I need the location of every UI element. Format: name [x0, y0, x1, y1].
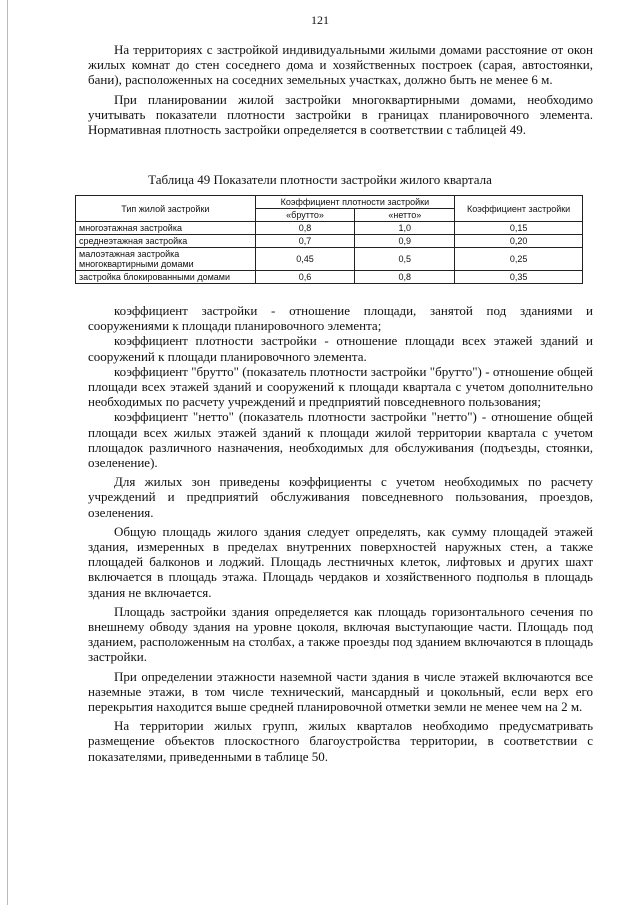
cell-netto: 0,9 [355, 235, 455, 248]
table-row [76, 235, 583, 248]
cell-brutto: 0,8 [255, 222, 355, 235]
table-row [76, 222, 583, 235]
cell-type: малоэтажная застройка многоквартирными домами [76, 248, 256, 271]
cell-type: многоэтажная застройка [76, 222, 256, 235]
paragraph: На территориях с застройкой индивидуальными жилыми домами расстояние от окон жилых комнат до стен соседнего дома и хозяйственных построек (сарая, автостоянки, бани), расположенных на соседних земельных участках, должно быть не менее 6 м. [88, 42, 593, 88]
header-type: Тип жилой застройки [76, 196, 256, 222]
paragraph: Общую площадь жилого здания следует определять, как сумму площадей этажей здания, измеренных в пределах внутренних поверхностей наружных стен, а также площадей балконов и лоджий. Площадь лестничных клеток, лифтовых и других шахт включается в площадь этажа. Площадь чердаков и хозяйственного подполья в площадь здания не включается. [88, 523, 593, 600]
paragraph: Площадь застройки здания определяется как площадь горизонтального сечения по внешнему обводу здания на уровне цоколя, включая выступающие части. Площадь под зданием, расположенным на столбах, а также проезды под зданием включаются в площадь застройки. [88, 603, 593, 665]
page-number: 121 [311, 13, 329, 27]
paragraph: При определении этажности наземной части здания в числе этажей включаются все наземные этажи, в том числе технический, мансардный и цокольный, если верх его перекрытия находится выше средней планировочной отметки земли не менее чем на 2 м. [88, 668, 593, 715]
table-row [76, 248, 583, 271]
intro-text [88, 42, 593, 137]
paragraph: коэффициент застройки - отношение площади, занятой под зданиями и сооружениями к площади планировочного элемента; [88, 303, 593, 334]
cell-coverage: 0,25 [455, 248, 583, 271]
cell-netto: 1,0 [355, 222, 455, 235]
cell-coverage: 0,20 [455, 235, 583, 248]
header-netto: «нетто» [355, 209, 455, 222]
cell-netto: 0,5 [355, 248, 455, 271]
paragraph: коэффициент "нетто" (показатель плотности застройки "нетто") - отношение общей площади всех жилых этажей зданий к площади жилой территории квартала с учетом площадок различного назначения, необходимых для обслуживания (подъезды, стоянки, озеленение). [88, 409, 593, 471]
table-row [76, 271, 583, 284]
cell-type: застройка блокированными домами [76, 271, 256, 284]
body-text [88, 303, 593, 764]
cell-brutto: 0,7 [255, 235, 355, 248]
cell-coverage: 0,15 [455, 222, 583, 235]
density-table [75, 195, 583, 284]
header-brutto: «брутто» [255, 209, 355, 222]
paragraph: При планировании жилой застройки многоквартирными домами, необходимо учитывать показатели плотности застройки в границах планировочного элемента. Нормативная плотность застройки определяется в соответствии с таблицей 49. [88, 91, 593, 138]
cell-brutto: 0,45 [255, 248, 355, 271]
paragraph: коэффициент "брутто" (показатель плотности застройки "брутто") - отношение общей площади всех этажей зданий и сооружений к площади квартала с учетом дополнительно необходимых по расчету учреждений и предприятий повседневного пользования; [88, 363, 593, 410]
scan-edge-line [7, 0, 8, 905]
header-coverage: Коэффициент застройки [455, 196, 583, 222]
cell-brutto: 0,6 [255, 271, 355, 284]
table-caption: Таблица 49 Показатели плотности застройки жилого квартала [148, 172, 492, 187]
cell-netto: 0,8 [355, 271, 455, 284]
cell-type: среднеэтажная застройка [76, 235, 256, 248]
paragraph: На территории жилых групп, жилых кварталов необходимо предусматривать размещение объектов плоскостного благоустройства территории, в соответствии с показателями, приведенными в таблице 50. [88, 718, 593, 764]
header-density: Коэффициент плотности застройки [255, 196, 455, 209]
cell-coverage: 0,35 [455, 271, 583, 284]
paragraph: коэффициент плотности застройки - отношение площади всех этажей зданий и сооружений к площади планировочного элемента. [88, 333, 593, 364]
paragraph: Для жилых зон приведены коэффициенты с учетом необходимых по расчету учреждений и предприятий обслуживания повседневного пользования, проездов, озеленения. [88, 474, 593, 520]
